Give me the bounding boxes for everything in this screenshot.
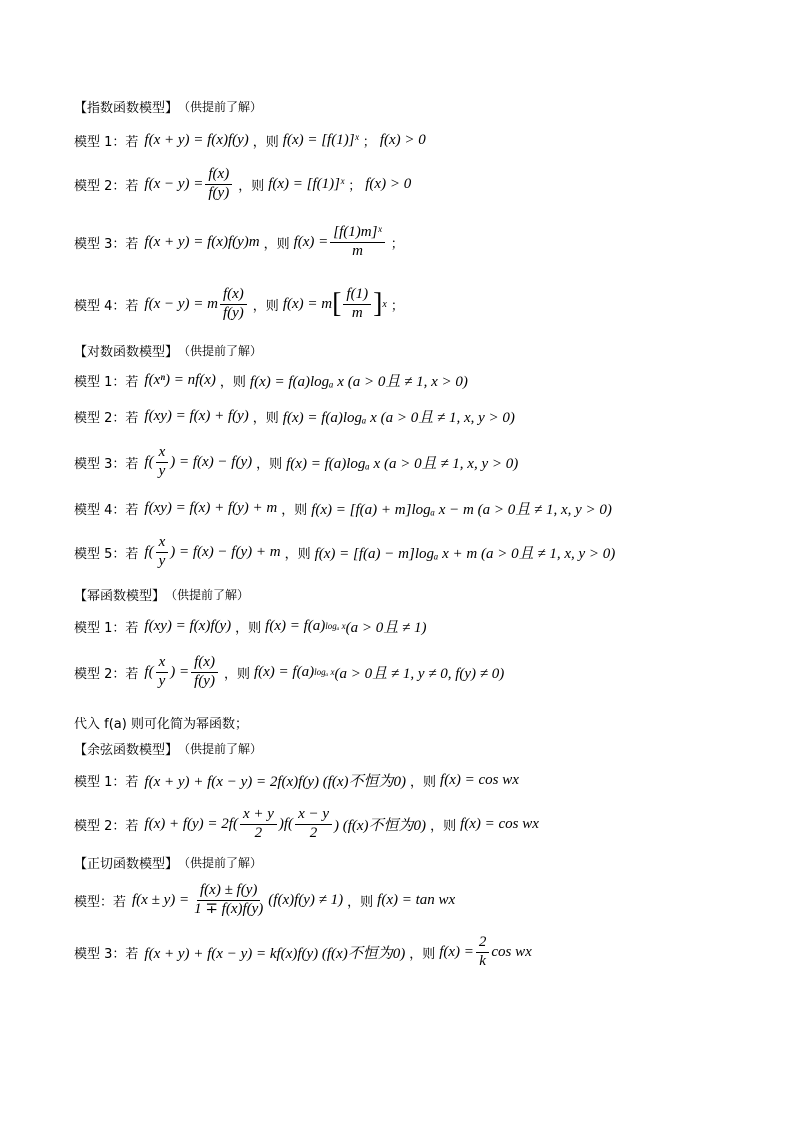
exp-model-1: 模型 1：若 f(x + y) = f(x)f(y) ，则 f(x) = [f(1)]ˣ ； f(x) > 0 [74, 131, 426, 150]
section-note: （供提前了解） [178, 99, 263, 114]
log-model-5: 模型 5：若 f( $\frac{x}{y}$ ) = f(x) − f(y) + m ，则 f(x) = [f(a) − m]logₐ x + m (a > 0且 ≠ 1, x, y > 0) [74, 534, 616, 569]
section-tangent: 【正切函数模型】 （供提前了解） [74, 855, 263, 872]
power-model-2: 模型 2：若 f( $\frac{x}{y}$ ) = $\frac{f(x)}{f(y)}$ ，则 f(x) = f(a) logₐ x (a > 0且 ≠ 1, y ≠ 0, f(y) ≠ 0) [74, 654, 505, 689]
exp-model-2: 模型 2：若 f(x − y) = $\frac{f(x)}{f(y)}$ ，则 f(x) = [f(1)]ˣ ； f(x) > 0 [74, 166, 412, 201]
tan-model: 模型：若 f(x ± y) = $\frac{f(x) \pm f(y)}{1 \mp f(x)f(y)}$ (f(x)f(y) ≠ 1) ，则 f(x) = tan wx [74, 882, 456, 917]
power-model-1: 模型 1：若 f(xy) = f(x)f(y) ，则 f(x) = f(a) logₐ x (a > 0且 ≠ 1) [74, 617, 427, 636]
log-model-3: 模型 3：若 f( $\frac{x}{y}$ ) = f(x) − f(y) ，则 f(x) = f(a)logₐ x (a > 0且 ≠ 1, x, y > 0) [74, 444, 519, 479]
section-power: 【幂函数模型】 （供提前了解） [74, 587, 250, 604]
exp-model-4: 模型 4：若 f(x − y) = m $\frac{f(x)}{f(y)}$ ，则 f(x) = m [ $\frac{f(1)}{m}$ ] x ； [74, 286, 404, 321]
section-cosine: 【余弦函数模型】 （供提前了解） [74, 741, 263, 758]
log-model-2: 模型 2：若 f(xy) = f(x) + f(y) ，则 f(x) = f(a)logₐ x (a > 0且 ≠ 1, x, y > 0) [74, 407, 515, 426]
power-note: 代入 f(a) 则可化简为幂函数； [74, 716, 248, 732]
cos-model-2: 模型 2：若 f(x) + f(y) = 2f( $\frac{x + y}{2}$ )f( $\frac{x - y}{2}$ ) (f(x)不恒为0) ，则 f(x) = cos wx [74, 806, 539, 841]
section-title: 【指数函数模型】 [74, 100, 179, 116]
log-model-1: 模型 1：若 f(xⁿ) = nf(x) ，则 f(x) = f(a)logₐ x (a > 0且 ≠ 1, x > 0) [74, 371, 468, 390]
cos-model-1: 模型 1：若 f(x + y) + f(x − y) = 2f(x)f(y) (f(x)不恒为0) ，则 f(x) = cos wx [74, 771, 519, 790]
exp-model-3: 模型 3：若 f(x + y) = f(x)f(y)m ，则 f(x) = $\frac{\text{[f(1)m]ˣ}}{m}$ ； [74, 224, 404, 259]
log-model-4: 模型 4：若 f(xy) = f(x) + f(y) + m ，则 f(x) = [f(a) + m]logₐ x − m (a > 0且 ≠ 1, x, y > 0) [74, 499, 612, 518]
section-exponential [74, 96, 262, 116]
section-logarithmic: 【对数函数模型】 （供提前了解） [74, 343, 263, 360]
tan-model-3: 模型 3：若 f(x + y) + f(x − y) = kf(x)f(y) (f(x)不恒为0) ，则 f(x) = $\frac{2}{k}$ cos wx [74, 934, 532, 969]
